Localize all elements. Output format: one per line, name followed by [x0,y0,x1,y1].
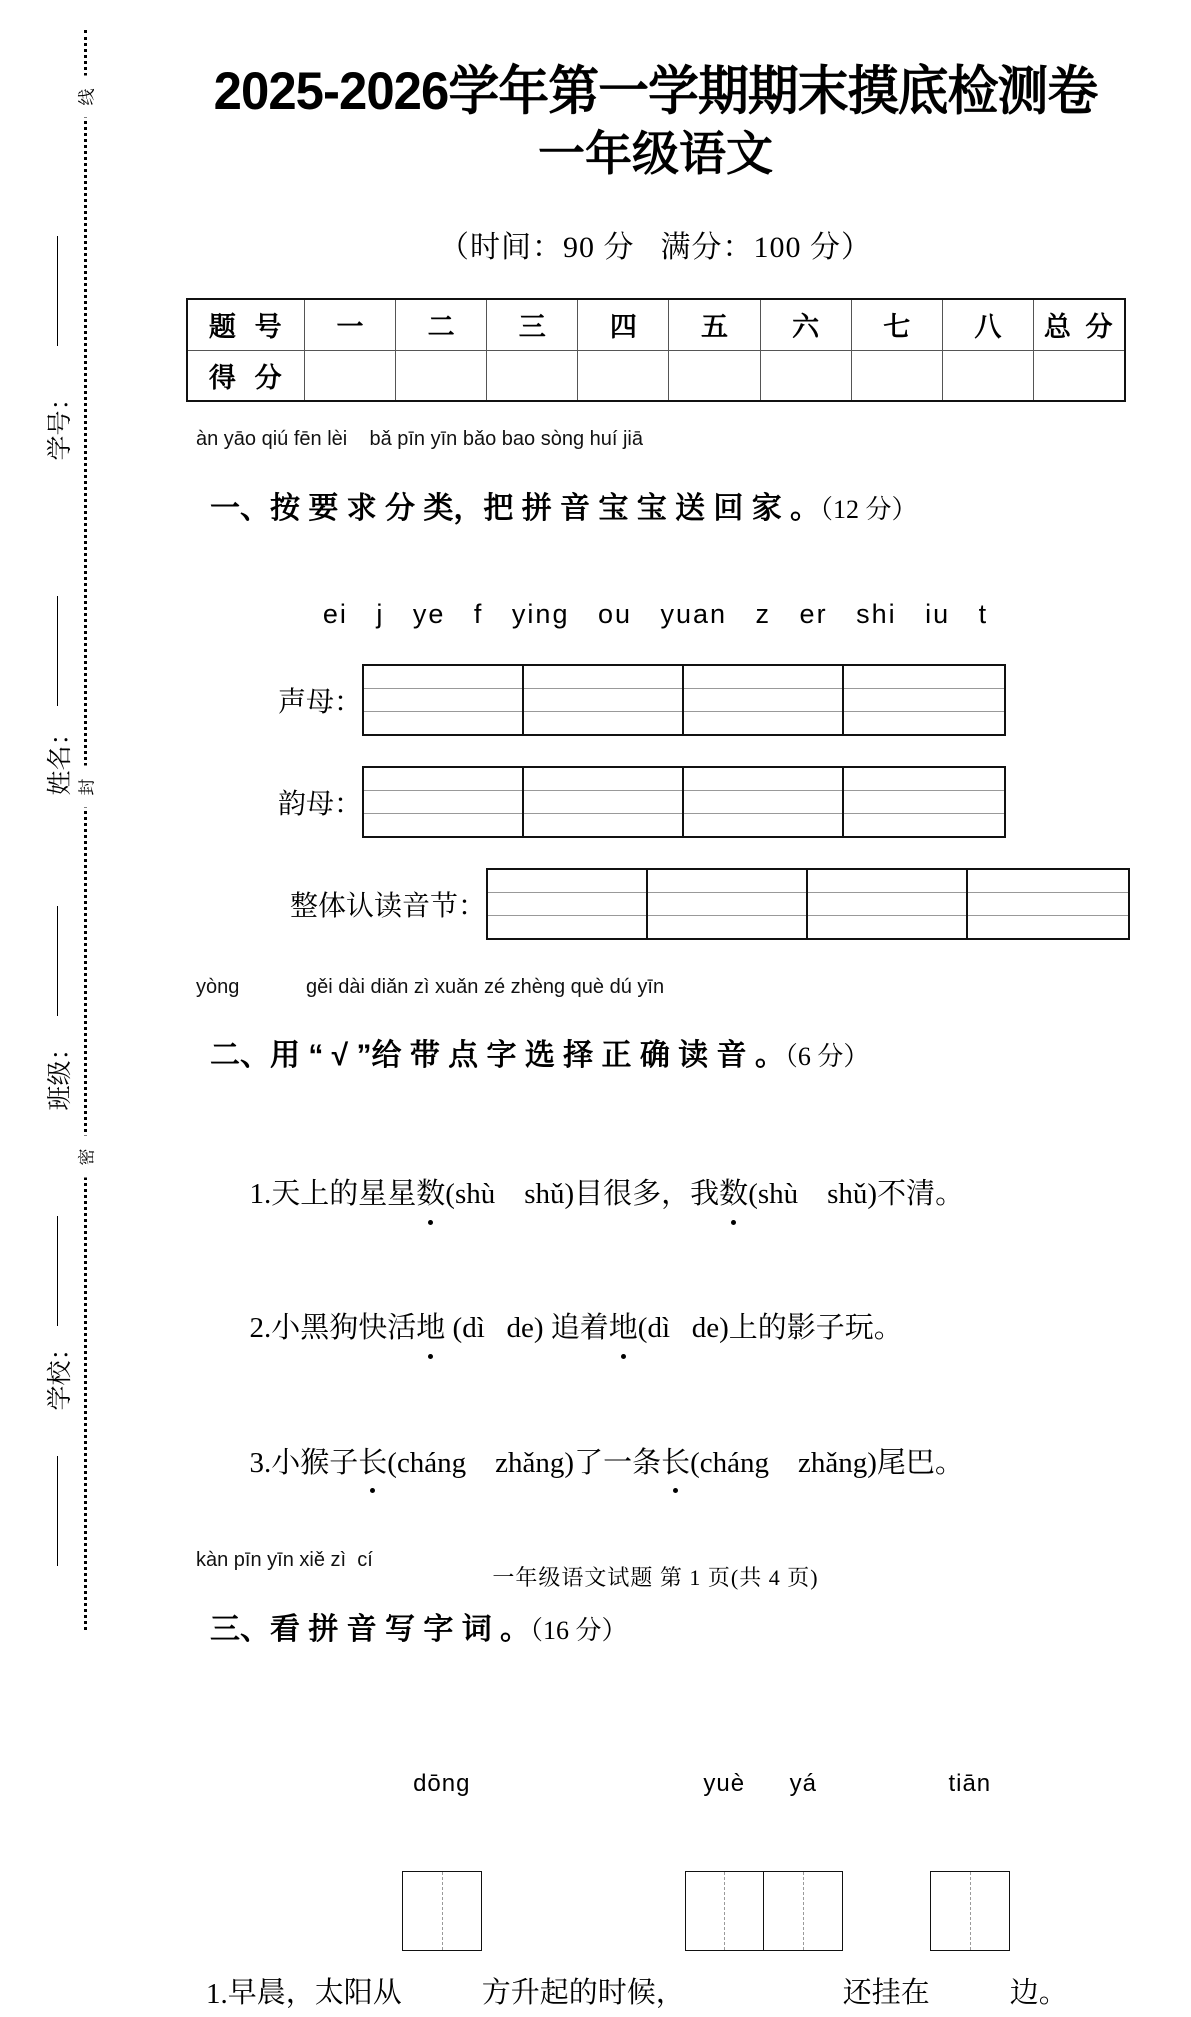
zhengti-cell-1[interactable] [488,870,648,938]
score-cell-6[interactable] [760,350,851,401]
yunmu-cell-3[interactable] [684,768,844,836]
seal-char-line: 线 [69,76,102,118]
write-blank-3-pinyin [930,1770,1010,1798]
score-cell-2[interactable] [396,350,487,401]
score-cell-7[interactable] [851,350,942,401]
section-two-item-2[interactable] [206,1277,1151,1381]
score-col-7: 七 [851,299,942,350]
field-class: 班级： [47,1035,74,1111]
item-1-p0: 天上的星星 [271,1177,417,1210]
shengmu-cell-3[interactable] [684,666,844,734]
zhengti-row [238,868,1151,940]
score-col-5: 五 [669,299,760,350]
item-3-number: 3. [249,1446,272,1479]
zhengti-cell-2[interactable] [648,870,808,938]
yunmu-label: 韵母： [277,788,362,820]
write-blank-1-boxes[interactable] [402,1871,482,1951]
section-one-pinyin: àn yāo qiú fēn lèi bǎ pīn yīn bǎo bao sòng huí jiā [196,428,643,451]
yunmu-cell-1[interactable] [364,768,524,836]
item-3-p4: (cháng zhǎng)尾巴。 [690,1446,964,1479]
section-three-title-text: 三、看 拼 音 写 字 词 。 [210,1612,531,1646]
shengmu-answer-grid[interactable] [362,664,1006,736]
yunmu-row [160,766,1151,838]
field-name: 姓名： [47,720,74,796]
item-1-number: 1. [249,1177,272,1210]
write-item-number: 1. [206,1977,228,2010]
score-cell-total[interactable] [1033,350,1124,401]
seal-char-seal: 封 [69,766,102,808]
item-1-dotted-1: 数 [416,1177,446,1210]
section-three-pinyin: kàn pīn yīn xiě zì cí [196,1549,373,1572]
section-one-title [160,452,1151,565]
item-1-p4: (shù shǔ)不清。 [748,1177,965,1210]
score-cell-5[interactable] [669,350,760,401]
tianzige-cell[interactable] [764,1872,842,1950]
tianzige-cell[interactable] [686,1872,764,1950]
score-col-6: 六 [760,299,851,350]
yunmu-answer-grid[interactable] [362,766,1006,838]
score-col-1: 一 [305,299,396,350]
item-3-dotted-1: 长 [358,1446,388,1479]
item-3-dotted-2: 长 [661,1446,691,1479]
shengmu-cell-2[interactable] [524,666,684,734]
score-col-2: 二 [396,299,487,350]
seal-dotted-line [84,30,87,1630]
write-blank-2-pinyin-2: yá [789,1769,817,1797]
write-blank-1[interactable] [402,1704,482,2017]
exam-meta [160,222,1151,266]
score-cell-1[interactable] [305,350,396,401]
exam-time: （时间：90 分 [439,231,635,265]
binding-margin [0,0,120,1684]
table-row-scores [187,350,1125,401]
write-blank-2[interactable] [685,1704,843,2017]
score-cell-4[interactable] [578,350,669,401]
score-col-4: 四 [578,299,669,350]
item-1-p2: (shù shǔ)目很多，我 [445,1177,720,1210]
exam-sheet [120,0,1191,2010]
shengmu-row [160,664,1151,736]
field-rule-1 [57,236,58,346]
write-item-seg2: 方升起的时候， [481,1976,685,2009]
tianzige-cell[interactable] [403,1872,481,1950]
tianzige-cell[interactable] [931,1872,1009,1950]
field-student-id: 学号： [47,385,74,461]
section-two-item-1[interactable] [206,1142,1151,1246]
shengmu-cell-4[interactable] [844,666,1004,734]
score-cell-3[interactable] [487,350,578,401]
item-2-p0: 小黑狗快活 [271,1312,417,1345]
write-blank-1-pinyin [402,1770,482,1798]
write-item-seg4: 边。 [1009,1976,1068,2009]
table-row-header [187,299,1125,350]
section-two-points: （6 分） [784,1042,870,1072]
write-item-seg1: 早晨，太阳从 [227,1976,402,2009]
zhengti-label: 整体认读音节： [289,890,486,922]
zhengti-cell-4[interactable] [968,870,1128,938]
field-school: 学校： [47,1335,74,1411]
section-two-pinyin: yòng gěi dài diǎn zì xuǎn zé zhèng què dú yīn [196,975,665,998]
write-blank-1-pinyin-1: dōng [413,1769,471,1797]
write-blank-2-pinyin [685,1770,843,1798]
section-one [160,428,1151,940]
zhengti-answer-grid[interactable] [486,868,1130,940]
item-2-number: 2. [249,1312,272,1345]
write-item-seg3: 还挂在 [842,1976,930,2009]
field-rule-5 [57,1456,58,1566]
score-table-label-number: 题 号 [187,299,305,350]
section-two-title-text: 二、用 “ √ ”给 带 点 字 选 择 正 确 读 音 。 [210,1039,785,1073]
score-table-label-points: 得 分 [187,350,305,401]
write-blank-3-boxes[interactable] [930,1871,1010,1951]
section-three [160,1549,1151,2017]
zhengti-cell-3[interactable] [808,870,968,938]
score-cell-8[interactable] [942,350,1033,401]
yunmu-cell-4[interactable] [844,768,1004,836]
score-col-total: 总 分 [1033,299,1124,350]
section-one-points: （12 分） [820,494,918,524]
write-blank-2-pinyin-1: yuè [703,1769,746,1797]
write-blank-2-boxes[interactable] [685,1871,843,1951]
item-2-dotted-2: 地 [608,1312,638,1345]
section-one-word-bank: ei j ye f ying ou yuan z er shi iu t [322,598,989,629]
page-subject: 一年级语文 [538,127,773,181]
section-one-title-text: 一、按 要 求 分 类，把 拼 音 宝 宝 送 回 家 。 [210,491,821,525]
item-2-p4: (dì de)上的影子玩。 [637,1312,903,1345]
item-3-p0: 小猴子 [271,1446,359,1479]
section-three-points: （16 分） [530,1615,628,1645]
section-two-item-3[interactable] [206,1411,1151,1515]
section-three-item-1[interactable] [206,1704,1151,2017]
score-table [186,298,1126,402]
page-footer: 一年级语文试题 第 1 页(共 4 页) [492,1565,819,1590]
score-col-8: 八 [942,299,1033,350]
item-3-p2: (cháng zhǎng)了一条 [387,1446,662,1479]
item-1-dotted-2: 数 [719,1177,749,1210]
item-2-dotted-1: 地 [416,1312,446,1345]
item-2-p2: (dì de) 追着 [445,1312,609,1345]
score-col-3: 三 [487,299,578,350]
section-two [160,976,1151,1516]
shengmu-label: 声母： [277,686,362,718]
section-two-title [160,1000,1151,1113]
page-title: 2025-2026学年第一学期期末摸底检测卷 [213,62,1098,121]
exam-total: 满分：100 分） [660,231,872,265]
write-blank-3-pinyin-1: tiān [948,1769,992,1797]
seal-char-secret: 密 [69,1136,102,1178]
shengmu-cell-1[interactable] [364,666,524,734]
write-blank-3[interactable] [930,1704,1010,2017]
yunmu-cell-2[interactable] [524,768,684,836]
